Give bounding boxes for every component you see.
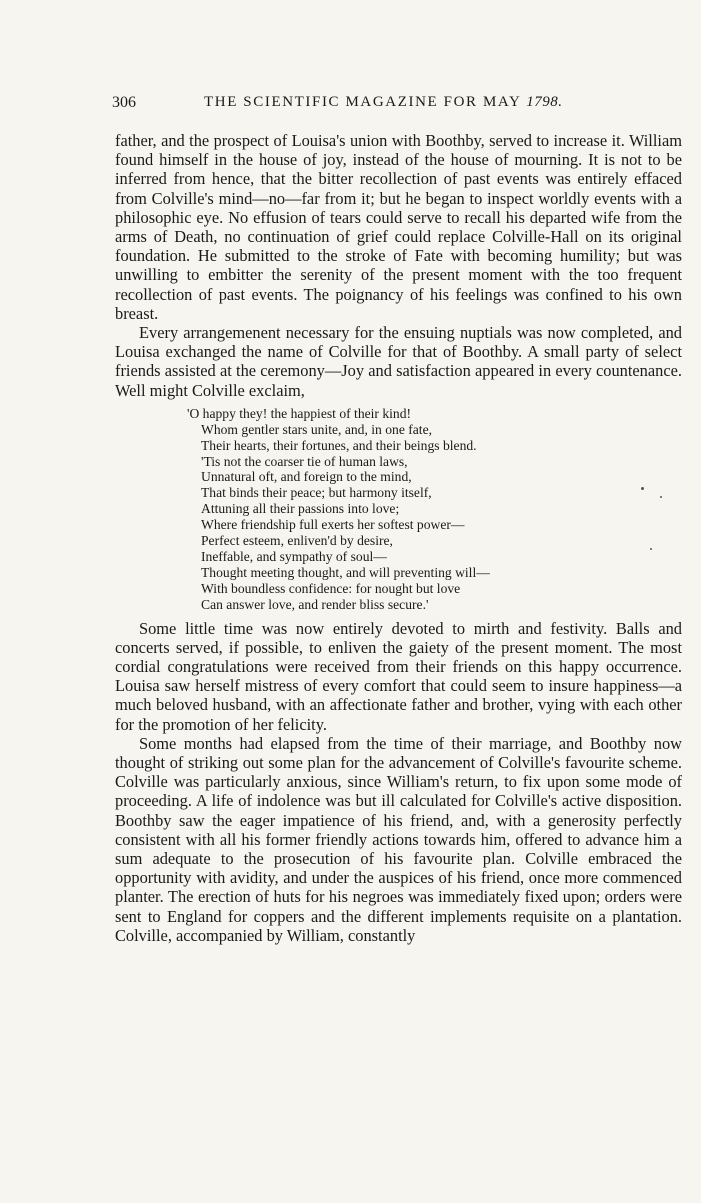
poem-line: Where friendship full exerts her softest power— xyxy=(201,517,465,533)
article-body xyxy=(115,131,682,945)
paragraph: father, and the prospect of Louisa's union with Boothby, served to increase it. William found himself in the house of joy, instead of the house of mourning. It is not to be inferred from hence, that the bitter recollection of past events was entirely effaced from Colville's mind—no—far from it; but he began to inspect worldly events with a philosophic eye. No effusion of tears could serve to recall his departed wife from the arms of Death, no continuation of grief could replace Colville-Hall on its original foundation. He submitted to the stroke of Fate with becoming humility; but was unwilling to embitter the serenity of the present moment with the too frequent recollection of past events. The poignancy of his feelings was confined to his own breast. xyxy=(115,131,682,323)
running-head xyxy=(204,94,562,111)
ink-speck xyxy=(641,487,644,490)
poem-line: 'Tis not the coarser tie of human laws, xyxy=(201,453,408,469)
poem-line: Whom gentler stars unite, and, in one fate, xyxy=(201,421,433,437)
page-number: 306 xyxy=(112,94,136,111)
poem-line: With boundless confidence: for nought but love xyxy=(201,580,461,596)
poem-quotation xyxy=(187,406,682,613)
poem-line: Perfect esteem, enliven'd by desire, xyxy=(201,533,393,549)
poem-line: Thought meeting thought, and will preventing will— xyxy=(201,564,490,580)
poem-line: Their hearts, their fortunes, and their beings blend. xyxy=(201,437,477,453)
paragraph: Some little time was now entirely devoted to mirth and festivity. Balls and concerts served, if possible, to enliven the gaiety of the present moment. The most cordial congratulations were received from their friends on this happy occurrence. Louisa saw herself mistress of every comfort that could seem to insure happiness—a much beloved husband, with an affectionate father and brother, vying with each other for the promotion of her felicity. xyxy=(115,618,682,734)
paragraph: Every arrangemenent necessary for the ensuing nuptials was now completed, and Louisa exchanged the name of Colville for that of Boothby. A small party of select friends assisted at the ceremony—Joy and satisfaction appeared in every countenance. Well might Colville exclaim, xyxy=(115,323,682,400)
page-header xyxy=(112,94,682,118)
poem-line: Ineffable, and sympathy of soul— xyxy=(201,549,387,564)
poem-line: That binds their peace; but harmony itself, xyxy=(201,485,432,501)
poem-line: 'O happy they! the happiest of their kind! xyxy=(187,405,412,421)
poem-line: Attuning all their passions into love; xyxy=(201,501,400,517)
poem-line: Can answer love, and render bliss secure.' xyxy=(201,596,429,612)
poem-line: Unnatural oft, and foreign to the mind, xyxy=(201,469,412,485)
ink-speck xyxy=(660,496,662,498)
running-head-title: THE SCIENTIFIC MAGAZINE FOR MAY xyxy=(204,94,521,110)
ink-speck xyxy=(650,548,652,550)
running-head-year: 1798. xyxy=(526,94,563,110)
paragraph: Some months had elapsed from the time of their marriage, and Boothby now thought of striking out some plan for the advancement of Colville's favourite scheme. Colville was particularly anxious, since William's return, to fix upon some mode of proceeding. A life of indolence was but ill calculated for Colville's active disposition. Boothby saw the eager impatience of his friend, and, with a generosity perfectly consistent with all his former friendly actions towards him, offered to advance him a sum adequate to the prosecution of his favourite plan. Colville embraced the opportunity with avidity, and under the auspices of his friend, once more commenced planter. The erection of huts for his negroes was immediately fixed upon; orders were sent to England for coppers and the different implements requisite on a plantation. Colville, accompanied by William, constantly xyxy=(115,733,682,945)
